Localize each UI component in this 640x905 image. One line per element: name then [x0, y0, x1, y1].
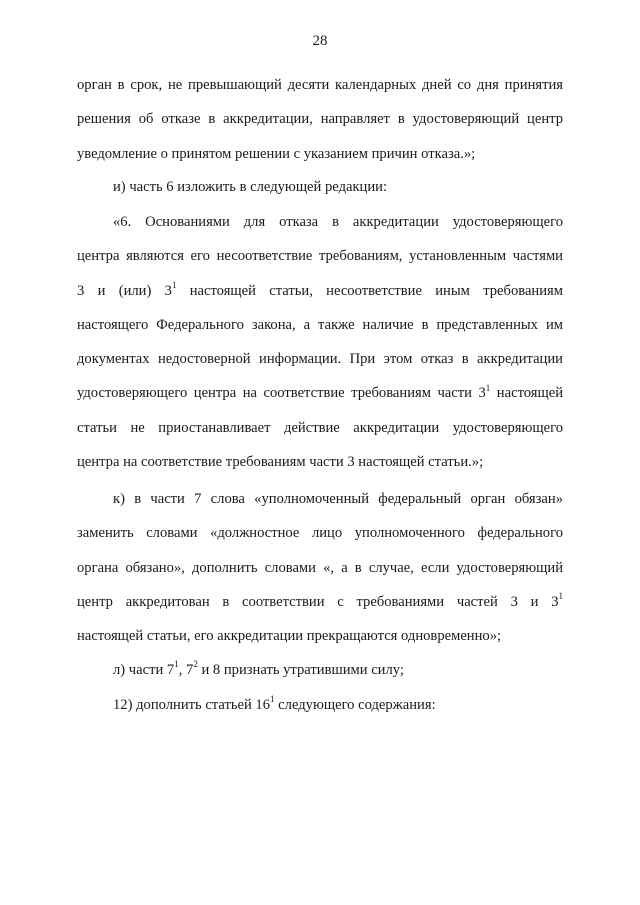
superscript: 2 — [193, 659, 198, 670]
text-line: орган в срок, не превышающий десяти календарных дней со дня принятия — [77, 77, 563, 93]
superscript: 1 — [270, 694, 275, 705]
text-line: настоящей статьи, его аккредитации прекращаются одновременно»; — [77, 628, 502, 645]
superscript: 1 — [174, 659, 179, 670]
text-line: органа обязано», дополнить словами «, а в случае, если удостоверяющий — [77, 559, 563, 576]
text-line: и) часть 6 изложить в следующей редакции: — [113, 179, 388, 195]
text-line: к) в части 7 слова «уполномоченный федеральный орган обязан» — [113, 491, 563, 507]
paragraph-quoted-part-6 — [77, 205, 563, 479]
text-line: документах недостоверной информации. При этом отказ в аккредитации — [77, 351, 563, 368]
paragraph-item-12 — [77, 688, 563, 722]
text-line: статьи не приостанавливает действие аккредитации удостоверяющего — [77, 419, 563, 436]
text-line: «6. Основаниями для отказа в аккредитации удостоверяющего — [113, 214, 563, 230]
paragraph-item-l — [77, 653, 563, 687]
paragraph-item-i — [77, 170, 563, 204]
superscript: 1 — [558, 591, 563, 602]
text-line: решения об отказе в аккредитации, направляет в удостоверяющий центр — [77, 111, 563, 128]
text-line: центр аккредитован в соответствии с требованиями частей 3 и $3^1$ — [77, 591, 563, 610]
superscript: 1 — [485, 382, 491, 393]
paragraph-continuation — [77, 68, 563, 171]
text-line: удостоверяющего центра на соответствие требованиям части $3^1$ настоящей — [77, 382, 564, 402]
superscript: 1 — [171, 279, 177, 290]
paragraph-item-k — [77, 482, 563, 653]
text-line: заменить словами «должностное лицо уполномоченного федерального — [77, 525, 563, 542]
text-line: л) части $7^1$, $7^2$ и 8 признать утратившими силу; — [113, 659, 404, 678]
text-line: центра являются его несоответствие требованиям, установленным частями — [77, 248, 563, 265]
text-line: центра на соответствие требованиям части 3 настоящей статьи.»; — [77, 454, 484, 471]
page-number: 28 — [312, 33, 328, 49]
text-line: настоящего Федерального закона, а также наличие в представленных им — [77, 316, 563, 333]
text-line: 12) дополнить статьей $16^1$ следующего содержания: — [113, 694, 436, 713]
text-line: 3 и (или) $3^1$ настоящей статьи, несоответствие иным требованиям — [77, 279, 563, 299]
text-line: уведомление о принятом решении с указанием причин отказа.»; — [77, 145, 476, 162]
